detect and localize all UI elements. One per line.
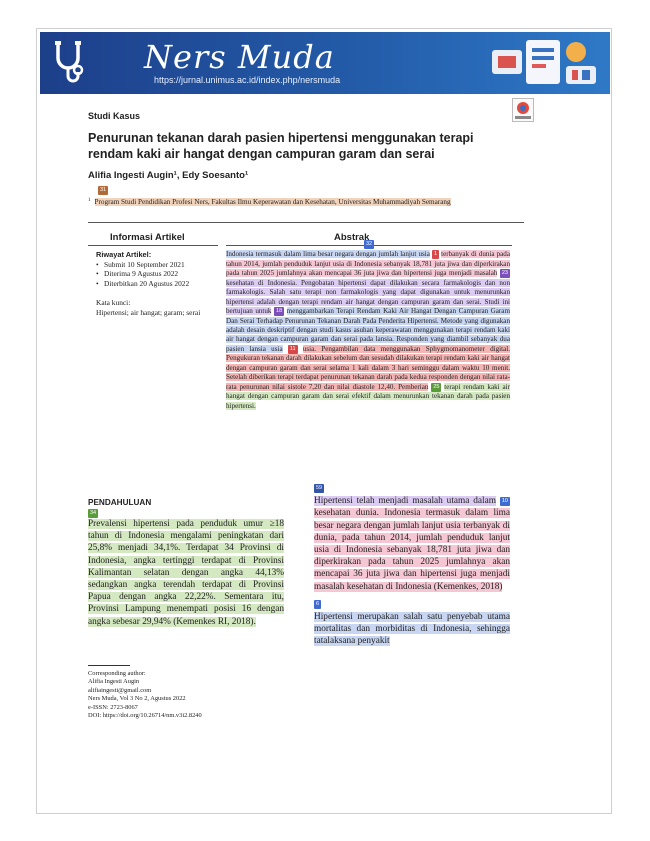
info-heading: Informasi Artikel [110,232,185,243]
abstract-heading: Abstrak [334,232,370,243]
footnote-doi[interactable]: DOI: https://doi.org/10.26714/nm.v3i2.8240 [88,712,202,720]
divider [88,245,218,246]
right-column [314,483,510,654]
abstract-sentence: terbanyak di dunia pada tahun 2014, jumlah penduduk lanjut usia di Indonesia sebanyak 18,781 juta jiwa dan diperkirakan pada tahun 2025 jumlahnya akan mencapai 36 juta jiwa dan hipertensi juga menjadi masalah [226,250,510,278]
abstract-sentence: kesehatan di Indonesia. Pengobatan hipertensi dapat dilakukan secara farmakologis dan non farmakologis. Salah satu terapi non farmakologis yang dapat digunakan untuk menurunkan hipertensi adalah dengan terapi rendam air hangat dengan campuran garam dan serai. Studi ini bertujuan untuk [226,278,510,316]
history-item: • Submit 10 September 2021 [96,260,218,270]
abstract-sentence: usia. Pengambilan data menggunakan Sphygmomanometer digital. Pengukuran tekanan darah dilakukan sebelum dan sesudah dilakukan terapi rendam kaki air hangat dengan campuran garam dan serai selama 1 kali dalam 3 hari seminggu dalam waktu 10 menit. Setelah diberikan terapi terdapat penurunan tekanan darah pada kedua responden dengan nilai rata-rata penurunan nilai sistole 7,20 dan nilai diastole 12,40. Pemberian [226,345,510,391]
footnote-label: Corresponding author: [88,670,146,677]
history-item: • Diterima 9 Agustus 2022 [96,269,218,279]
annotation-tag: 10 [501,497,508,504]
abstract-sentence: Indonesia termasuk dalam lima besar negara dengan jumlah lanjut usia [226,250,430,259]
article-authors: Alifia Ingesti Augin¹, Edy Soesanto¹ [88,170,249,181]
crossmark-badge[interactable] [512,98,534,122]
article-info [96,250,218,317]
footnote-issn: e-ISSN: 2723-8067 [88,703,138,711]
footnote-divider [88,665,130,666]
affiliation-text: Program Studi Pendidikan Profesi Ners, Fakultas Ilmu Keperawatan dan Kesehatan, Universitas Muhammadiyah Semarang [94,198,451,207]
footnote-email[interactable]: alifiaingesti@gmail.com [88,686,152,694]
annotation-tag: 23 [501,270,508,277]
annotation-tag: 31 [100,187,107,193]
abstract-text [226,250,510,411]
right-sentence: Hipertensi merupakan salah satu penyebab utama mortalitas dan morbiditas di Indonesia, sehingga tatalaksana penyakit [314,612,510,647]
annotation-tag: 59 [316,485,323,492]
history-item: • Diterbitkan 20 Agustus 2022 [96,279,218,289]
annotation-tag: 6 [316,601,320,608]
history-label: Riwayat Artikel: [96,250,152,259]
crossmark-icon [513,99,533,121]
journal-title: Ners Muda [144,38,335,76]
journal-url[interactable]: https://jurnal.unimus.ac.id/index.php/nersmuda [154,75,341,85]
section-label: Studi Kasus [88,111,141,121]
introduction-paragraph: Prevalensi hipertensi pada penduduk umur ≥18 tahun di Indonesia mengalami peningkatan dari 25,8% menjadi 34,1%. Terdapat 34 Provinsi di Indonesia, angka tertinggi terdapat di Provinsi Kalimantan selatan dengan angka 44,13% sedangkan angka terendah terdapat di Provinsi Papua dengan angka 22,22%. Sementara itu, Provinsi Lampung menempati posisi 16 dengan angka sebesar 29,94% (Kemenkes RI, 2018). [88,519,284,627]
annotation-tag: 34 [90,510,97,516]
history-list [96,260,218,289]
keywords: Hipertensi; air hangat; garam; serai [96,307,201,317]
journal-banner [40,32,610,94]
affiliation-number: 1 [88,198,91,203]
affiliation [88,188,524,207]
annotation-tag: 32 [366,241,373,247]
abstract-sentence: menggambarkan Terapi Rendam Kaki Air Hangat Dengan Campuran Garam Dan Serai Terhadap Penurunan Tekanan Darah Pada Penderita Hipertensi. Metode yang digunakan adalah desain deskriptif dengan studi kasus asuhan keperawatan menggunakan terapi rendam kaki air hangat dengan campuran garam dan serai pada lansia. Responden yang diambil sebanyak dua pasien lansia usia [226,307,510,354]
stethoscope-icon [52,40,88,84]
footnote-name: Alifia Ingesti Augin [88,678,140,686]
medical-illustration-icon [490,36,600,90]
annotation-tag: 11 [289,345,296,352]
introduction-heading: PENDAHULUAN [88,498,152,507]
right-sentence: Hipertensi telah menjadi masalah utama dalam [314,496,496,507]
annotation-tag: 18 [276,307,283,314]
right-paragraph [314,611,510,648]
footnote [88,670,308,720]
keywords-label: Kata kunci: [96,298,131,307]
divider [88,222,524,223]
article-title: Penurunan tekanan darah pasien hipertensi menggunakan terapi rendam kaki air hangat dengan campuran garam dan serai [88,131,474,161]
annotation-tag: 1 [433,251,438,257]
right-sentence: kesehatan dunia. Indonesia termasuk dalam lima besar negara dengan jumlah lanjut usia terbanyak di dunia, pada tahun 2014, jumlah penduduk lanjut usia di Indonesia sebanyak 18,781 juta jiwa dan diperkirakan pada tahun 2025 jumlahnya akan mencapai 36 juta jiwa dan hipertensi juga menjadi masalah kesehatan di Indonesia (Kemenkes, 2018) [314,508,510,592]
introduction-text [88,518,284,628]
annotation-tag: 25 [433,383,440,390]
footnote-journal: Ners Muda, Vol 3 No 2, Agustus 2022 [88,695,186,703]
right-paragraph [314,495,510,593]
abstract-sentence: terapi rendam kaki air hangat dengan campuran garam dan serai efektif dalam menurunkan tekanan darah pada pasien hipertensi. [226,382,510,410]
